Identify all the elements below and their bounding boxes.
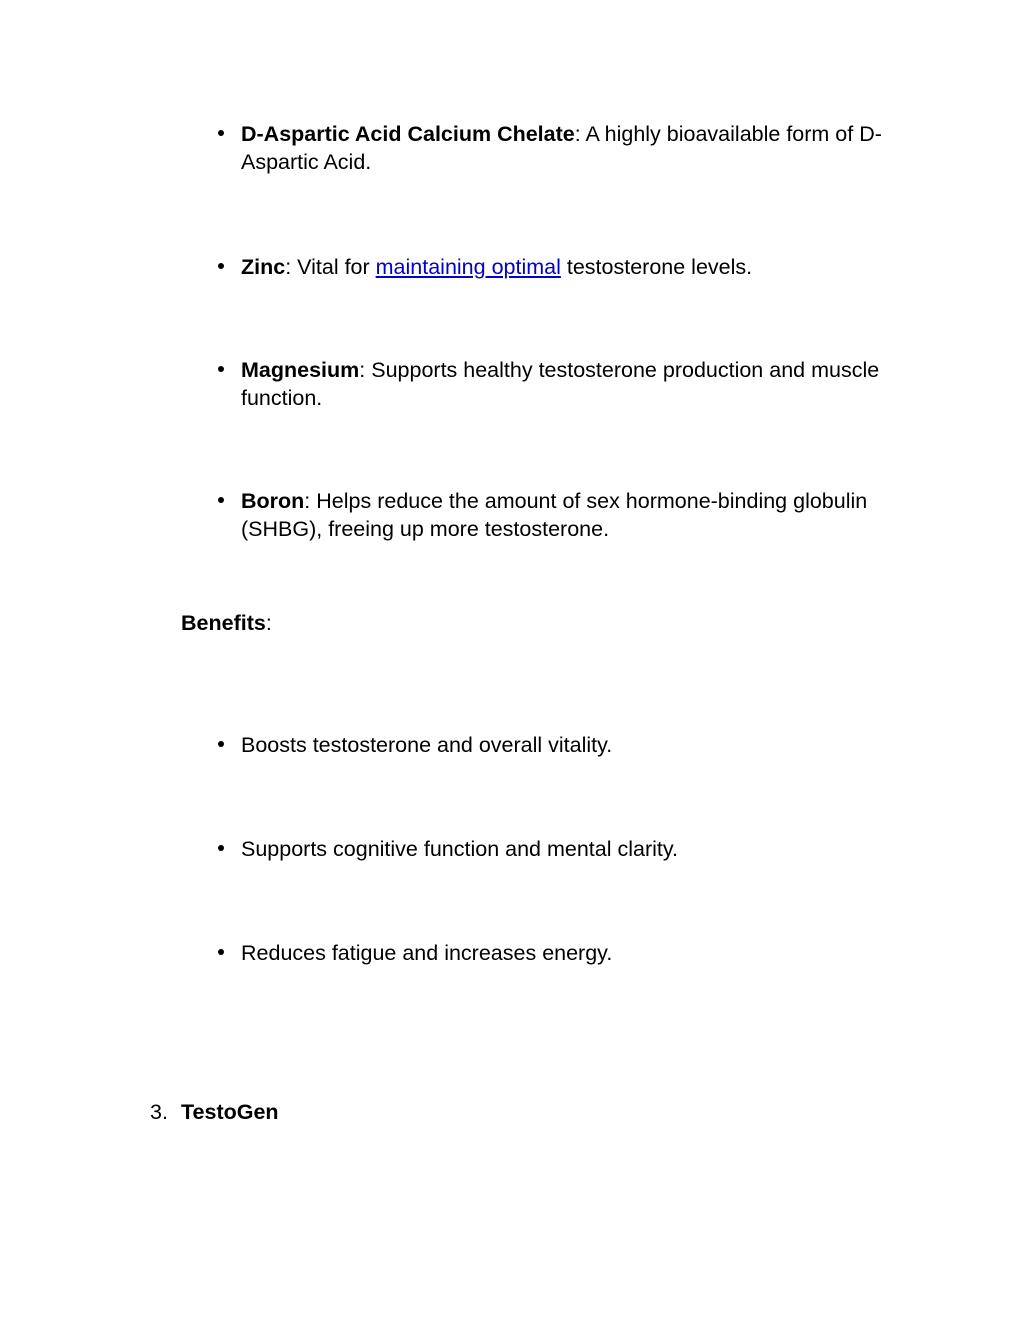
- section-heading-testogen: [150, 1098, 279, 1126]
- bullet-icon: [211, 835, 231, 863]
- ingredient-term: Zinc: [241, 255, 286, 279]
- bullet-icon: [211, 120, 231, 148]
- bullet-icon: [211, 356, 231, 384]
- ingredient-item-boron: Boron: Helps reduce the amount of sex hormone-binding globulin (SHBG), freeing up more testosterone.: [241, 487, 891, 543]
- benefit-item: Boosts testosterone and overall vitality.: [241, 731, 891, 759]
- benefit-item: Reduces fatigue and increases energy.: [241, 939, 891, 967]
- bullet-icon: [211, 487, 231, 515]
- bullet-icon: [211, 253, 231, 281]
- section-title: TestoGen: [181, 1100, 279, 1124]
- bullet-icon: [211, 939, 231, 967]
- ingredient-term: Magnesium: [241, 358, 360, 382]
- ingredient-item-magnesium: Magnesium: Supports healthy testosterone production and muscle function.: [241, 356, 891, 412]
- ingredient-description: A highly bioavailable form of D-Aspartic Acid.: [241, 122, 882, 174]
- ingredient-item-zinc: Zinc: Vital for maintaining optimal testosterone levels.: [241, 253, 891, 281]
- benefits-heading: Benefits:: [181, 611, 272, 635]
- ingredient-term: D-Aspartic Acid Calcium Chelate: [241, 122, 575, 146]
- ingredient-item-daa: D-Aspartic Acid Calcium Chelate: A highly bioavailable form of D-Aspartic Acid.: [241, 120, 891, 176]
- ingredient-description: Supports healthy testosterone production and muscle function.: [241, 358, 880, 410]
- benefit-item: Supports cognitive function and mental clarity.: [241, 835, 891, 863]
- maintaining-optimal-link[interactable]: maintaining optimal: [375, 255, 561, 279]
- bullet-icon: [211, 731, 231, 759]
- section-number: 3.: [150, 1100, 168, 1124]
- ingredient-term: Boron: [241, 489, 305, 513]
- ingredient-description: Helps reduce the amount of sex hormone-binding globulin (SHBG), freeing up more testosterone.: [241, 489, 868, 541]
